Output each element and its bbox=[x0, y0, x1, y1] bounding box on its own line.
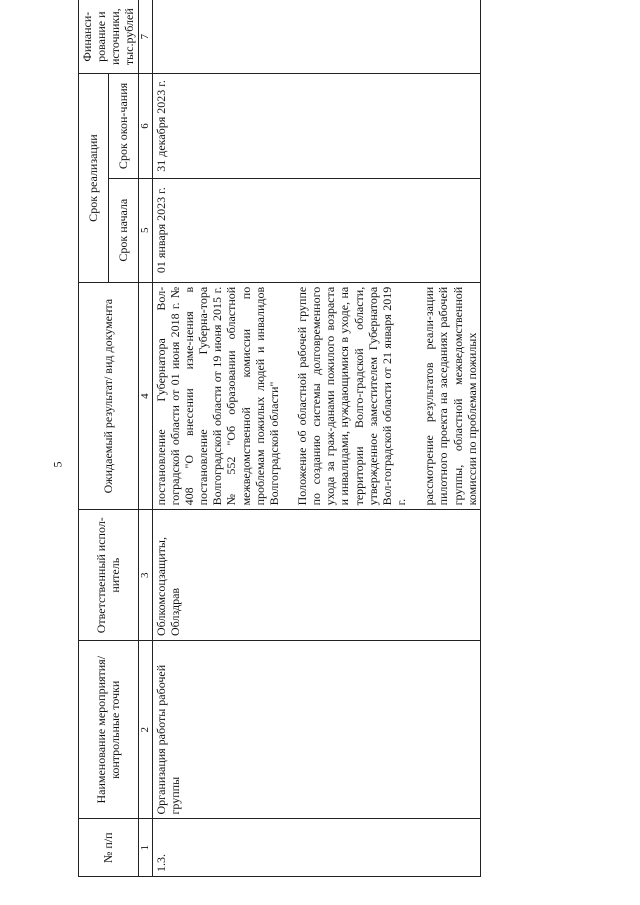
column-number: 6 bbox=[138, 74, 152, 178]
column-number: 2 bbox=[138, 641, 152, 820]
row-result bbox=[152, 282, 480, 510]
header-row bbox=[79, 0, 109, 877]
result-paragraph-2: Положение об областной рабочей группе по созданию системы долговременного ухода за граж-данами пожилого возраста и инвалидами, нуждающимися в уходе, на территории Волго-градской области, утвержденное заместителем Губернатора Вол-гоградской области от 21 января 2019 г. bbox=[295, 286, 409, 506]
header-executor: Ответственный испол-нитель bbox=[79, 510, 139, 641]
result-paragraph-3: рассмотрение результатов реали-зации пилотного проекта на заседаниях рабочей группы, областной межведомственной комиссии по проблемам пожилых bbox=[422, 286, 479, 506]
row-end: 31 декабря 2023 г. bbox=[152, 74, 480, 178]
row-start: 01 января 2023 г. bbox=[152, 178, 480, 282]
column-number: 4 bbox=[138, 282, 152, 510]
header-start: Срок начала bbox=[108, 178, 138, 282]
header-no: № п/п bbox=[79, 819, 139, 877]
column-number-row bbox=[138, 0, 152, 877]
column-number: 1 bbox=[138, 819, 152, 877]
table-row bbox=[152, 0, 480, 877]
row-number: 1.3. bbox=[152, 819, 480, 877]
column-number: 7 bbox=[138, 0, 152, 74]
row-name: Организация работы рабочей группы bbox=[152, 641, 480, 820]
page-number: 5 bbox=[50, 461, 65, 468]
header-name: Наименование мероприятия/ контрольные точки bbox=[79, 641, 139, 820]
header-finance: Финанси-рование и источники, тыс.рублей bbox=[79, 0, 139, 74]
row-finance bbox=[152, 0, 480, 74]
row-executor: Облкомсоцзащиты, Облздрав bbox=[152, 510, 480, 641]
plan-table bbox=[78, 0, 481, 877]
column-number: 3 bbox=[138, 510, 152, 641]
header-period: Срок реализации bbox=[79, 74, 109, 282]
header-result: Ожидаемый результат/ вид документа bbox=[79, 282, 139, 510]
column-number: 5 bbox=[138, 178, 152, 282]
result-paragraph-1: постановление Губернатора Вол-гоградской области от 01 июня 2018 г. № 408 "О внесении изме-нения в постановление Губерна-тора Волгоградской области от 19 июня 2015 г. № 552 "Об образовании областной межведомственной комиссии по проблемам пожилых людей и инвалидов Волгоградской области" bbox=[153, 286, 281, 506]
header-end: Срок окон-чания bbox=[108, 74, 138, 178]
